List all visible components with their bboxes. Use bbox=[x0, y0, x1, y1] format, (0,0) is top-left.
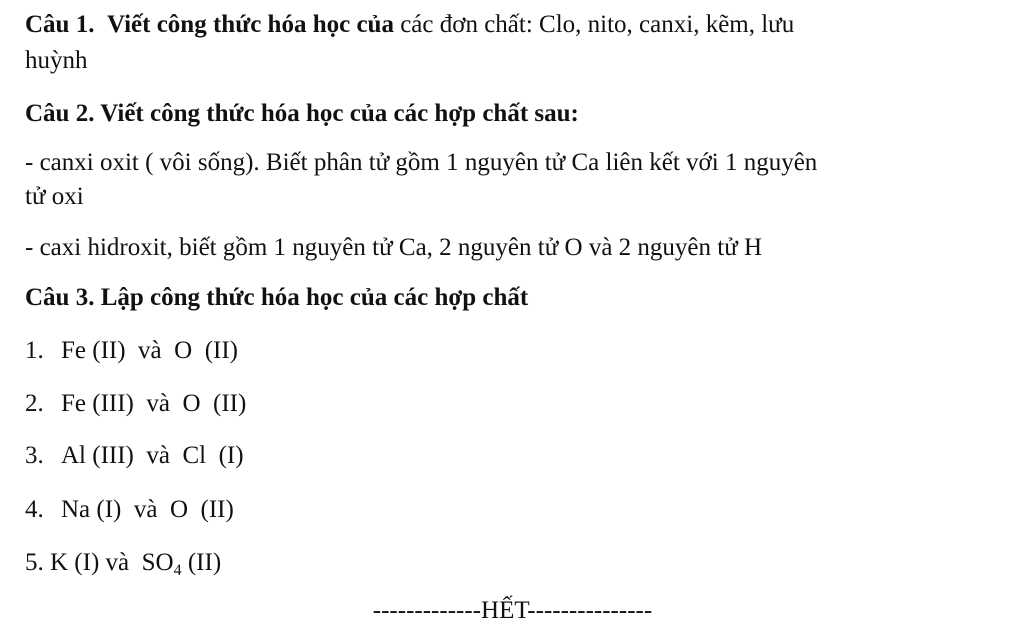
question-3-item-3 bbox=[25, 439, 244, 473]
question-2-heading: Câu 2. Viết công thức hóa học của các hợp chất sau: bbox=[25, 100, 579, 127]
item-number: 1. bbox=[25, 337, 44, 364]
item-text: Fe (II) và O (II) bbox=[61, 337, 239, 364]
question-3-heading: Câu 3. Lập công thức hóa học của các hợp chất bbox=[25, 284, 529, 311]
question-1-heading: Viết công thức hóa học của bbox=[106, 11, 394, 38]
question-2-item-2: - caxi hidroxit, biết gồm 1 nguyên tử Ca, 2 nguyên tử O và 2 nguyên tử H bbox=[25, 234, 763, 261]
question-1-text: các đơn chất: Clo, nito, canxi, kẽm, lưu bbox=[400, 11, 795, 38]
item-number: 2. bbox=[25, 390, 44, 417]
question-2-item-1-line-2: tử oxi bbox=[25, 183, 84, 210]
question-1-line-1 bbox=[25, 8, 794, 42]
item-text-before: K (I) và SO bbox=[50, 549, 174, 576]
question-2-item-1-line-1: - canxi oxit ( vôi sống). Biết phân tử gồm 1 nguyên tử Ca liên kết với 1 nguyên bbox=[25, 149, 818, 176]
item-number: 4. bbox=[25, 496, 44, 523]
subscript: 4 bbox=[173, 562, 182, 579]
item-number: 5. bbox=[25, 549, 44, 576]
item-number: 3. bbox=[25, 442, 44, 469]
item-text-after: (II) bbox=[181, 549, 222, 576]
end-marker: -------------HẾT--------------- bbox=[372, 597, 653, 621]
question-1-line-2: huỳnh bbox=[25, 47, 88, 74]
question-1-label: Câu 1. bbox=[25, 11, 95, 38]
item-text: Fe (III) và O (II) bbox=[61, 390, 247, 417]
question-3-item-1 bbox=[25, 334, 238, 368]
item-text: Al (III) và Cl (I) bbox=[61, 442, 244, 469]
question-3-item-4 bbox=[25, 493, 234, 527]
item-text: Na (I) và O (II) bbox=[61, 496, 234, 523]
question-3-item-2 bbox=[25, 387, 246, 421]
question-3-item-5 bbox=[25, 546, 221, 580]
